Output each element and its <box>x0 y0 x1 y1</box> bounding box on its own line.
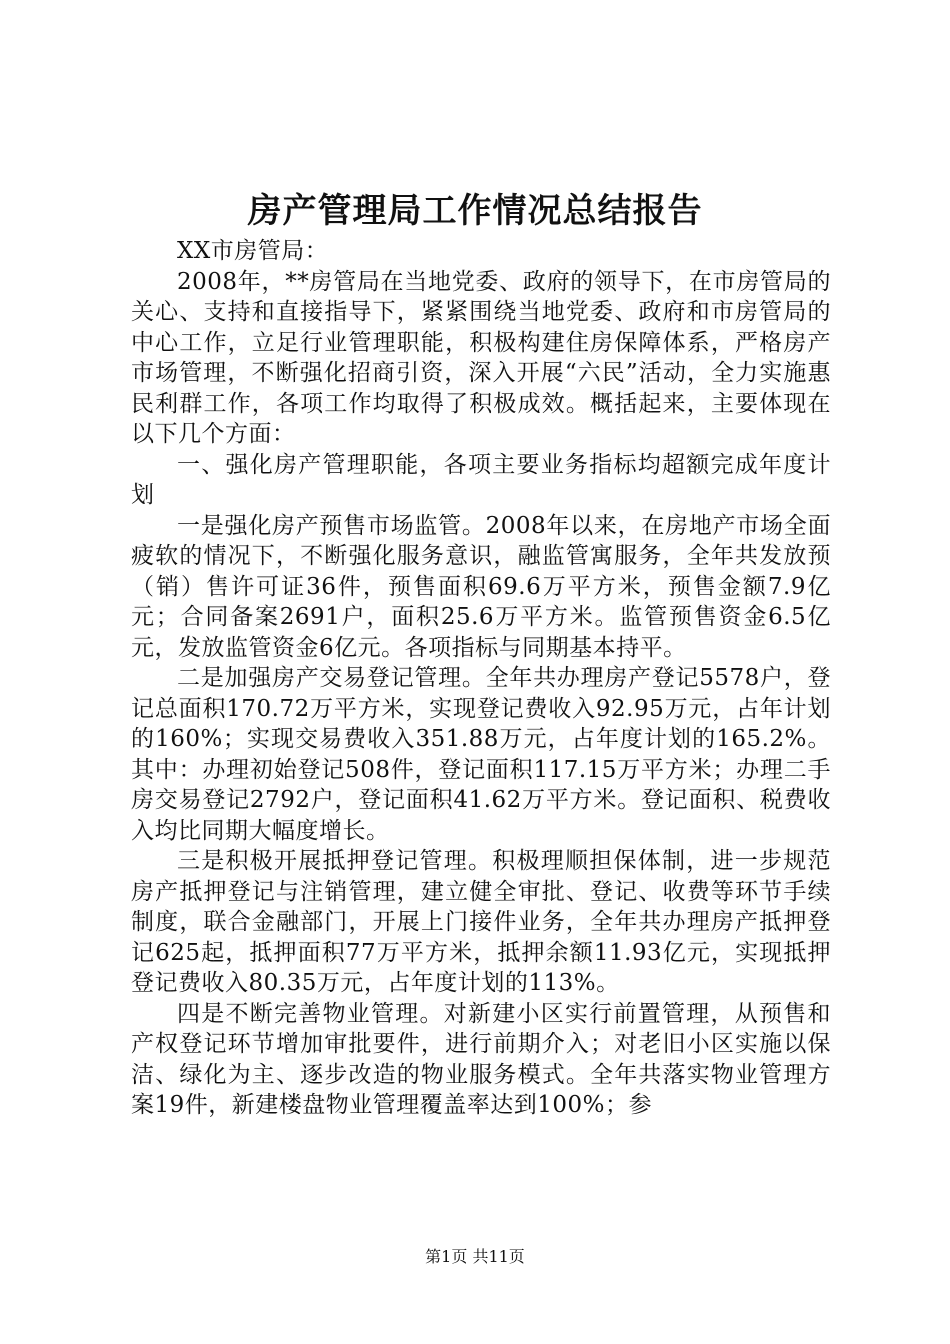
section-heading-1: 一、强化房产管理职能，各项主要业务指标均超额完成年度计划 <box>131 451 831 508</box>
paragraph-intro: 2008年，**房管局在当地党委、政府的领导下，在市房管局的关心、支持和直接指导下，紧紧围绕当地党委、政府和市房管局的中心工作，立足行业管理职能，积极构建住房保障体系，严格房产市场管理，不断强化招商引资，深入开展“六民”活动，全力实施惠民利群工作，各项工作均取得了积极成效。概括起来，主要体现在以下几个方面： <box>131 268 831 447</box>
document-body <box>131 236 831 1121</box>
paragraph-mortgage: 三是积极开展抵押登记管理。积极理顺担保体制，进一步规范房产抵押登记与注销管理，建立健全审批、登记、收费等环节手续制度，联合金融部门，开展上门接件业务，全年共办理房产抵押登记625起，抵押面积77万平方米，抵押余额11.93亿元，实现抵押登记费收入80.35万元，占年度计划的113%。 <box>131 848 831 996</box>
paragraph-presale: 一是强化房产预售市场监管。2008年以来，在房地产市场全面疲软的情况下，不断强化服务意识，融监管寓服务，全年共发放预（销）售许可证36件，预售面积69.6万平方米，预售金额7.9亿元；合同备案2691户，面积25.6万平方米。监管预售资金6.5亿元，发放监管资金6亿元。各项指标与同期基本持平。 <box>131 512 831 661</box>
page-footer: 第1页 共11页 <box>425 1247 525 1266</box>
paragraph-registration: 二是加强房产交易登记管理。全年共办理房产登记5578户，登记总面积170.72万平方米，实现登记费收入92.95万元，占年计划的160%；实现交易费收入351.88万元，占年度计划的165.2%。其中：办理初始登记508件，登记面积117.15万平方米；办理二手房交易登记2792户，登记面积41.62万平方米。登记面积、税费收入均比同期大幅度增长。 <box>131 665 831 844</box>
salutation: XX市房管局： <box>177 238 329 264</box>
paragraph-property-management: 四是不断完善物业管理。对新建小区实行前置管理，从预售和产权登记环节增加审批要件，进行前期介入；对老旧小区实施以保洁、绿化为主、逐步改造的物业服务模式。全年共落实物业管理方案19件，新建楼盘物业管理覆盖率达到100%；参 <box>131 1000 831 1118</box>
page-title: 房产管理局工作情况总结报告 <box>247 191 703 231</box>
